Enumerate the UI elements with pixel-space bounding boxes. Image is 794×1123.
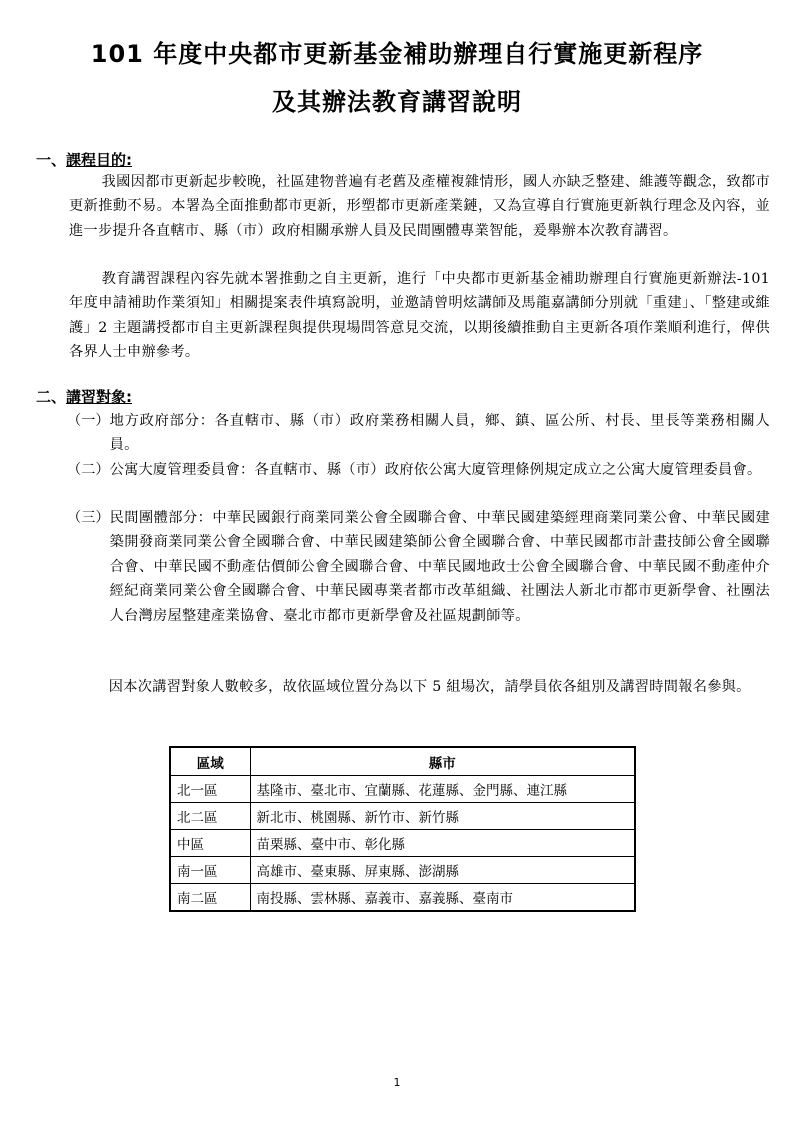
audience-item-number: （一） [67,413,110,429]
region-cell: 中區 [170,830,250,857]
audience-item-number: （二） [67,462,110,478]
section-2-number: 二、 [36,388,67,406]
section-2-title: 講習對象: [66,388,133,406]
region-cell: 北二區 [170,803,250,830]
table-row [170,884,635,912]
cities-cell: 南投縣、雲林縣、嘉義市、嘉義縣、臺南市 [250,884,635,912]
table-row [170,857,635,884]
section-1-paragraph-2: 教育講習課程內容先就本署推動之自主更新，進行「中央都市更新基金補助辦理自行實施更新辦法-101 年度申請補助作業須知」相關提案表件填寫說明，並邀請曾明炫講師及馬龍嘉講師分別就「重建」、「整建或維護」2 主題講授都市自主更新課程與提供現場問答意見交流，以期後續推動自主更新各項作業順利進行，俾供各界人士申辦參考。 [69,271,770,361]
region-table-header-row [170,747,635,776]
audience-item-3 [67,506,770,628]
section-1-heading [36,151,132,169]
region-cell: 南二區 [170,884,250,912]
audience-item-text: 民間團體部分：中華民國銀行商業同業公會全國聯合會、中華民國建築經理商業同業公會、中華民國建築開發商業同業公會全國聯合會、中華民國建築師公會全國聯合會、中華民國都市計畫技師公會全國聯合會、中華民國不動產估價師公會全國聯合會、中華民國地政士公會全國聯合會、中華民國不動產仲介經紀商業同業公會全國聯合會、中華民國專業者都市改革組織、社團法人新北市都市更新學會、社團法人台灣房屋整建產業協會、臺北市都市更新學會及社區規劃師等。 [109,510,770,624]
audience-item-text: 地方政府部分：各直轄市、縣（市）政府業務相關人員，鄉、鎮、區公所、村長、里長等業務相關人員。 [109,413,770,454]
table-row [170,776,635,803]
section-1-number: 一、 [36,151,67,169]
audience-item-text: 公寓大廈管理委員會：各直轄市、縣（市）政府依公寓大廈管理條例規定成立之公寓大廈管理委員會。 [109,462,762,478]
page-number: 1 [393,1076,401,1089]
cities-cell: 基隆市、臺北市、宜蘭縣、花蓮縣、金門縣、連江縣 [250,776,635,803]
cities-cell: 新北市、桃園縣、新竹市、新竹縣 [250,803,635,830]
document-title-line-1: 101 年度中央都市更新基金補助辦理自行實施更新程序 [90,40,704,68]
region-cell: 南一區 [170,857,250,884]
audience-item-2 [67,458,770,482]
cities-cell: 苗栗縣、臺中市、彰化縣 [250,830,635,857]
table-row [170,830,635,857]
session-note: 因本次講習對象人數較多，故依區域位置分為以下 5 組場次，請學員依各組別及講習時間報名參與。 [108,679,751,695]
audience-item-number: （三） [67,510,110,526]
region-column-header: 區域 [170,747,250,776]
section-2-heading [36,388,132,406]
document-title-line-2: 及其辦法教育講習說明 [272,88,522,116]
table-row [170,803,635,830]
audience-item-1 [67,409,770,458]
region-table [169,746,636,912]
section-1-title: 課程目的: [66,151,133,169]
city-column-header: 縣市 [250,747,635,776]
region-cell: 北一區 [170,776,250,803]
cities-cell: 高雄市、臺東縣、屏東縣、澎湖縣 [250,857,635,884]
section-1-paragraph-1: 我國因都市更新起步較晚，社區建物普遍有老舊及產權複雜情形，國人亦缺乏整建、維護等觀念，致都市更新推動不易。本署為全面推動都市更新，形塑都市更新產業鏈，又為宣導自行實施更新執行理念及內容，並進一步提升各直轄市、縣（市）政府相關承辦人員及民間團體專業智能，爰舉辦本次教育講習。 [69,174,770,239]
